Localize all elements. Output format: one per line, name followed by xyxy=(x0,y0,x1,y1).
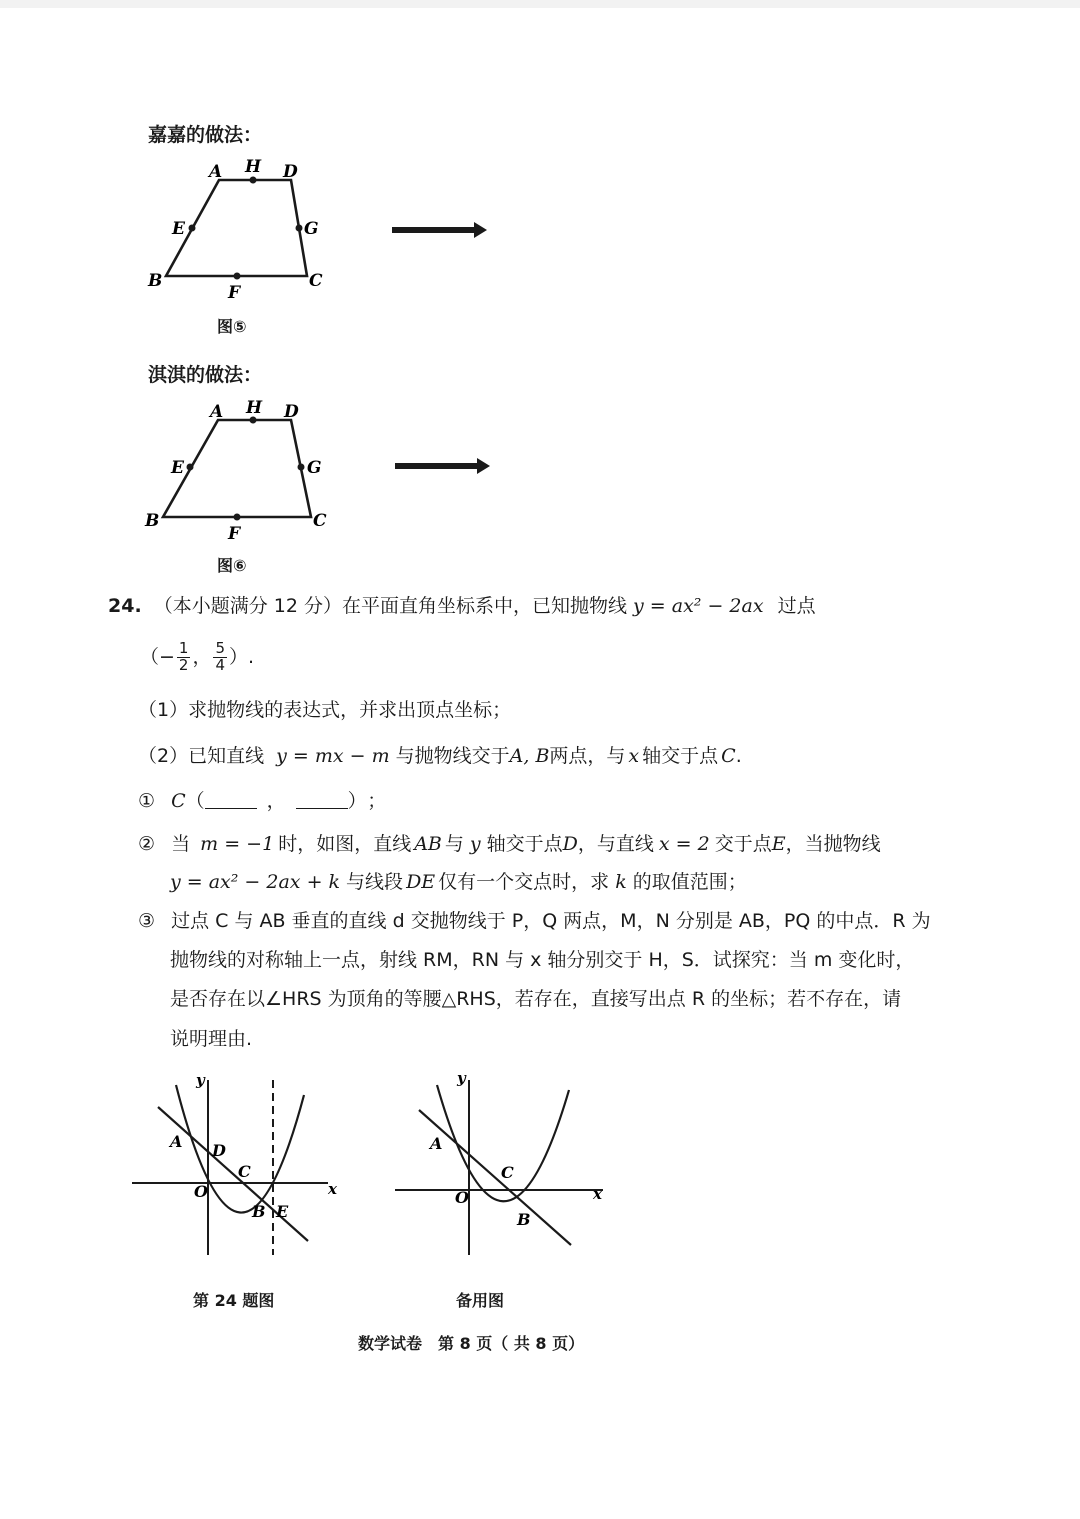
method2-title: 淇淇的做法： xyxy=(148,364,263,386)
sub-question-2-line-2 xyxy=(170,873,747,892)
question-number: 24. xyxy=(108,595,142,617)
semicolon: ； xyxy=(367,790,387,812)
trapezoid-figure-6 xyxy=(140,390,340,545)
sub-question-3-line-4: 说明理由. xyxy=(170,1028,253,1050)
segment-DE: DE xyxy=(406,871,436,893)
comma: ， xyxy=(266,790,286,812)
part-1: （1）求抛物线的表达式，并求出顶点坐标； xyxy=(138,699,512,721)
point-label-G: G xyxy=(307,458,322,478)
sub-2-text: 交于点 xyxy=(714,833,772,855)
sub-question-1 xyxy=(138,792,386,811)
sub-question-3-line-1 xyxy=(138,912,931,931)
trapezoid-figure-5 xyxy=(140,150,340,305)
page-footer: 数学试卷 第 8 页（ 共 8 页） xyxy=(358,1334,585,1353)
origin-label-O: O xyxy=(455,1188,469,1207)
point-C: C xyxy=(721,745,736,767)
point-label-C: C xyxy=(238,1162,251,1181)
sub-2-text: ，与直线 xyxy=(577,833,654,855)
question-header-text: （本小题满分 12 分）在平面直角坐标系中，已知抛物线 xyxy=(153,595,627,617)
method1-title: 嘉嘉的做法： xyxy=(148,124,263,146)
axis-label-x: x xyxy=(328,1180,337,1198)
point-label-H: H xyxy=(245,157,262,177)
page-top-edge xyxy=(0,0,1080,8)
point-E: E xyxy=(771,833,786,855)
sub-2-text: 与线段 xyxy=(346,871,404,893)
x-equation: x = 2 xyxy=(658,833,710,855)
graph-spare xyxy=(393,1065,613,1265)
point-label-F: F xyxy=(228,524,241,544)
sub-2-text: 时，如图，直线 xyxy=(278,833,412,855)
var-k: k xyxy=(615,871,627,893)
part-2-text: 轴交于点 xyxy=(642,745,719,767)
point-open: （− xyxy=(140,645,175,668)
figure-5-caption: 图⑤ xyxy=(217,317,247,336)
point-separator: ， xyxy=(192,645,212,668)
axis-label-y: y xyxy=(196,1071,205,1089)
fraction-y-denominator: 4 xyxy=(215,655,226,674)
paren-open: （ xyxy=(185,790,205,812)
paren-close: ） xyxy=(347,790,358,812)
graph-1-caption: 第 24 题图 xyxy=(193,1291,275,1310)
point-label-C: C xyxy=(313,511,327,531)
arrow-right-icon xyxy=(393,456,493,476)
axis-label-x: x xyxy=(593,1185,602,1203)
part-2-text: （2）已知直线 xyxy=(138,745,265,767)
point-label-B: B xyxy=(148,271,163,291)
arrow-right-icon xyxy=(390,220,490,240)
part-2 xyxy=(138,747,742,766)
line-equation: y = mx − m xyxy=(276,745,390,767)
point-label-E: E xyxy=(171,458,184,478)
parabola-k-equation: y = ax² − 2ax + k xyxy=(170,871,341,893)
point-C: C xyxy=(171,790,186,812)
point-label-E: E xyxy=(172,219,185,239)
sub-2-text: 的取值范围； xyxy=(632,871,747,893)
fraction-y-numerator: 5 xyxy=(215,639,226,657)
point-label-A: A xyxy=(430,1134,443,1153)
question-header xyxy=(108,597,816,616)
circled-3-marker: ③ xyxy=(138,910,156,932)
fraction-y xyxy=(213,641,227,674)
part-2-end: . xyxy=(735,745,742,767)
sub-2-text: 当 xyxy=(171,833,191,855)
sub-2-text: 与 xyxy=(444,833,464,855)
graph-question-24 xyxy=(130,1065,350,1265)
point-label-A: A xyxy=(209,162,223,182)
sub-2-text: 仅有一个交点时，求 xyxy=(438,871,610,893)
point-label-B: B xyxy=(145,511,160,531)
question-header-end: 过点 xyxy=(777,595,816,617)
circled-1-marker: ① xyxy=(138,790,156,812)
graph-2-caption: 备用图 xyxy=(456,1291,505,1310)
m-equation: m = −1 xyxy=(200,833,275,855)
points-AB: A, B xyxy=(509,745,550,767)
point-label-C: C xyxy=(501,1163,514,1182)
part-2-text: 两点，与 xyxy=(549,745,626,767)
circled-2-marker: ② xyxy=(138,833,156,855)
point-label-D: D xyxy=(283,162,298,182)
point-label-D: D xyxy=(212,1141,226,1160)
point-label-B: B xyxy=(517,1210,531,1229)
point-label-A: A xyxy=(170,1132,183,1151)
given-point xyxy=(140,641,254,674)
point-label-D: D xyxy=(284,402,299,422)
sub-question-3-line-3: 是否存在以∠HRS 为顶角的等腰△RHS，若存在，直接写出点 R 的坐标；若不存在，请 xyxy=(170,988,902,1010)
axis-label-y: y xyxy=(457,1069,466,1087)
point-label-A: A xyxy=(210,402,224,422)
point-label-B: B xyxy=(252,1202,266,1221)
point-label-E: E xyxy=(276,1202,289,1221)
sub-2-text: 轴交于点 xyxy=(486,833,563,855)
point-label-G: G xyxy=(304,219,319,239)
answer-blank-x[interactable] xyxy=(205,792,257,809)
answer-blank-y[interactable] xyxy=(296,792,348,809)
point-label-C: C xyxy=(309,271,323,291)
point-label-H: H xyxy=(246,398,263,418)
segment-AB: AB xyxy=(414,833,442,855)
fraction-x-numerator: 1 xyxy=(178,639,189,657)
point-D: D xyxy=(562,833,578,855)
figure-6-caption: 图⑥ xyxy=(217,556,247,575)
var-x: x xyxy=(628,745,640,767)
sub-3-text: 过点 C 与 AB 垂直的直线 d 交抛物线于 P，Q 两点，M，N 分别是 AB，PQ 的中点．R 为 xyxy=(171,910,931,932)
parabola-equation: y = ax² − 2ax xyxy=(633,595,764,617)
point-label-F: F xyxy=(228,283,241,303)
origin-label-O: O xyxy=(194,1182,208,1201)
point-close: ）. xyxy=(229,645,255,668)
sub-question-2-line-1 xyxy=(138,835,881,854)
sub-question-3-line-2: 抛物线的对称轴上一点，射线 RM，RN 与 x 轴分别交于 H，S．试探究：当 m 变化时， xyxy=(170,949,915,971)
sub-2-text: ，当抛物线 xyxy=(785,833,881,855)
fraction-x-denominator: 2 xyxy=(178,655,189,674)
var-y: y xyxy=(469,833,481,855)
part-2-text: 与抛物线交于 xyxy=(395,745,510,767)
fraction-x xyxy=(177,641,191,674)
